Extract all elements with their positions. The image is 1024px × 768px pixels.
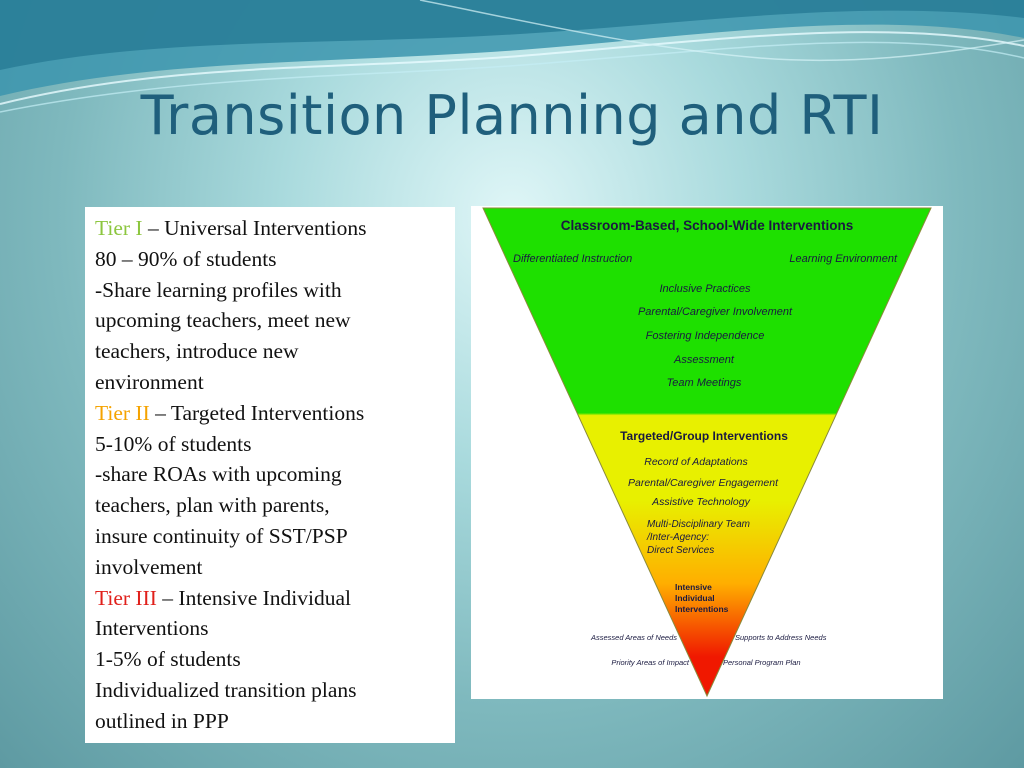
middle-item: Record of Adaptations xyxy=(644,456,748,468)
top-item: Fostering Independence xyxy=(645,330,765,342)
bottom-heading-line: Individual xyxy=(675,593,715,603)
middle-item: /Inter-Agency: xyxy=(647,532,710,543)
tier3-label: Tier III xyxy=(95,585,157,610)
tier2-label: Tier II xyxy=(95,400,150,425)
rti-pyramid-panel xyxy=(471,206,943,699)
tier2-heading: – Targeted Interventions xyxy=(149,400,365,425)
tier1-line: teachers, introduce new xyxy=(95,339,299,364)
tier1-line: -Share learning profiles with xyxy=(95,277,342,302)
top-section-heading: Classroom-Based, School-Wide Interventions xyxy=(560,218,854,233)
pyramid-triangle xyxy=(483,208,931,696)
bottom-left-note: Assessed Areas of Needs xyxy=(590,633,677,642)
tier3-line: Individualized transition plans xyxy=(95,677,357,702)
top-item: Parental/Caregiver Involvement xyxy=(637,306,793,318)
tier3-line: Interventions xyxy=(95,616,209,641)
tier1-heading: – Universal Interventions xyxy=(142,216,367,240)
tier1-line: environment xyxy=(95,369,204,394)
tier3-line: outlined in PPP xyxy=(95,708,229,733)
tier1-line: 80 – 90% of students xyxy=(95,246,277,271)
bottom-heading-line: Intensive xyxy=(675,582,712,592)
middle-item: Direct Services xyxy=(647,545,715,556)
tier3-heading-line xyxy=(95,583,445,614)
tiers-text-box xyxy=(85,207,455,743)
bottom-right-note: Personal Program Plan xyxy=(723,658,801,667)
tier1-label: Tier I xyxy=(95,216,143,240)
middle-item: Multi-Disciplinary Team xyxy=(647,519,750,530)
middle-item: Parental/Caregiver Engagement xyxy=(627,477,779,489)
bottom-left-note: Priority Areas of Impact xyxy=(611,658,689,667)
tier2-line: insure continuity of SST/PSP xyxy=(95,523,348,548)
tier2-line: teachers, plan with parents, xyxy=(95,493,330,518)
top-item: Learning Environment xyxy=(789,253,897,265)
tier2-line: involvement xyxy=(95,554,203,579)
top-item: Team Meetings xyxy=(666,377,742,389)
tier2-line: -share ROAs with upcoming xyxy=(95,462,342,487)
tier2-line: 5-10% of students xyxy=(95,431,252,456)
rti-inverted-pyramid xyxy=(471,206,943,699)
top-item: Differentiated Instruction xyxy=(513,253,633,265)
top-item: Inclusive Practices xyxy=(659,283,751,295)
tier2-heading-line xyxy=(95,398,445,429)
top-item: Assessment xyxy=(674,354,734,366)
tier3-heading: – Intensive Individual xyxy=(156,585,351,610)
bottom-heading-line: Interventions xyxy=(675,604,729,614)
slide-title: Transition Planning and RTI xyxy=(140,84,884,147)
tier1-line: upcoming teachers, meet new xyxy=(95,308,351,333)
middle-item: Assistive Technology xyxy=(652,496,750,508)
middle-section-heading: Targeted/Group Interventions xyxy=(620,429,788,443)
tier3-line: 1-5% of students xyxy=(95,647,241,672)
tier1-heading-line xyxy=(95,213,445,244)
bottom-right-note: Supports to Address Needs xyxy=(735,633,827,642)
